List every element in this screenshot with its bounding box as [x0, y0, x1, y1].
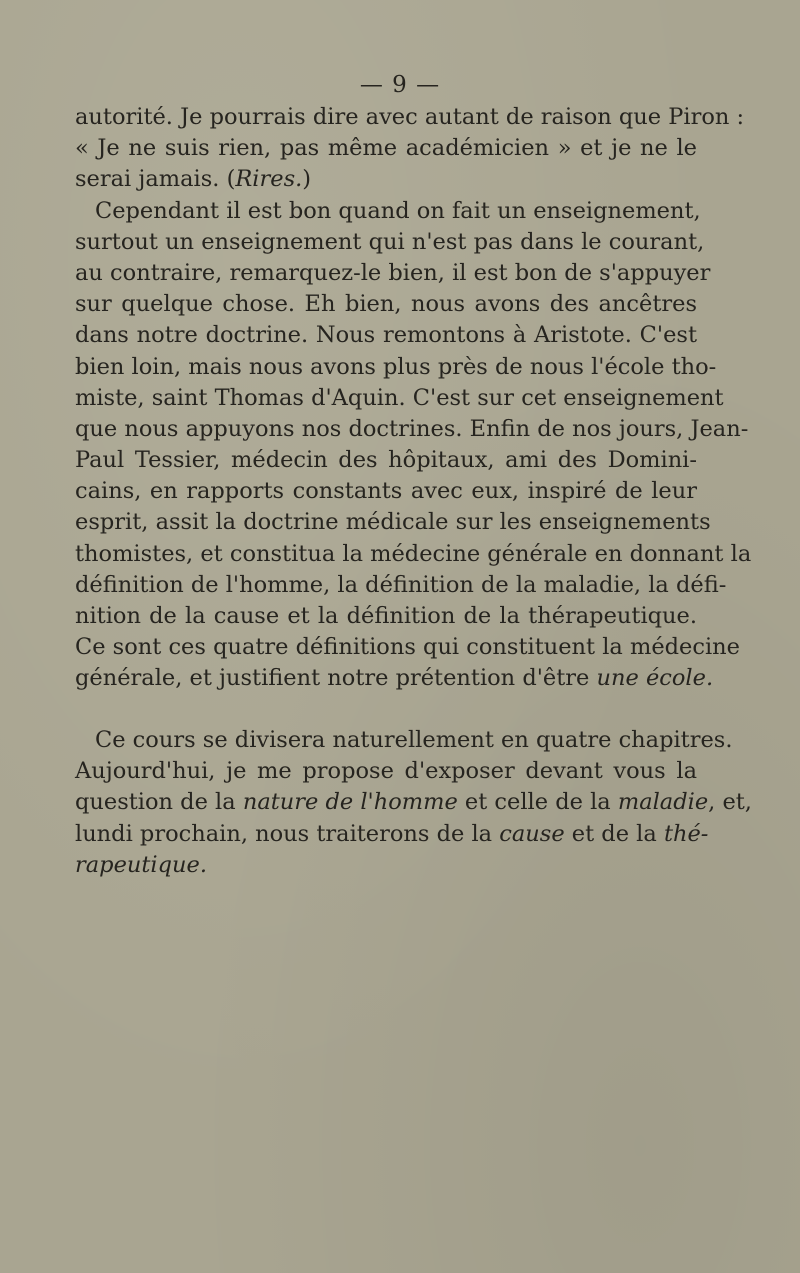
text-line [75, 819, 709, 850]
paragraph-2 [75, 725, 752, 881]
text-line [75, 663, 714, 694]
emphasis-therapeutique-end: rapeutique. [75, 851, 207, 878]
text-line [75, 850, 697, 881]
laughter-note: Rires. [235, 166, 303, 193]
text-line: thomistes, et constitua la médecine générale en donnant la [75, 540, 752, 567]
text-line: « Je ne suis rien, pas même académicien » et je ne le [75, 135, 697, 162]
text-fragment: et de la [571, 820, 657, 847]
paragraph-1 [75, 102, 752, 695]
text-line: miste, saint Thomas d'Aquin. C'est sur cet enseignement [75, 384, 724, 411]
text-line: surtout un enseignement qui n'est pas dans le courant, [75, 228, 705, 255]
text-line: nition de la cause et la définition de la thérapeutique. [75, 603, 697, 629]
page-number: — 9 — [359, 72, 441, 98]
text-line: autorité. Je pourrais dire avec autant de raison que Piron : [75, 104, 745, 130]
emphasis-maladie: maladie [617, 789, 709, 816]
text-line [75, 787, 752, 818]
text-fragment: serai jamais. [75, 166, 220, 193]
emphasis-une-ecole: une école. [596, 665, 714, 692]
text-line: cains, en rapports constants avec eux, inspiré de leur [75, 478, 697, 505]
text-line: sur quelque chose. Eh bien, nous avons des ancêtres [75, 291, 697, 318]
text-line: Ce sont ces quatre définitions qui constituent la médecine [75, 634, 740, 661]
text-fragment: , et, [708, 789, 752, 816]
text-line [75, 164, 697, 195]
emphasis-therapeutique: thé- [663, 820, 709, 847]
text-line: définition de l'homme, la définition de la maladie, la défi- [75, 571, 727, 598]
paren-open: ( [226, 166, 236, 193]
text-fragment: et celle de la [464, 789, 611, 816]
text-line: au contraire, remarquez-le bien, il est bon de s'appuyer [75, 259, 711, 286]
text-line: esprit, assit la doctrine médicale sur les enseignements [75, 509, 711, 536]
text-line: que nous appuyons nos doctrines. Enfin de nos jours, Jean- [75, 415, 749, 442]
text-line: bien loin, mais nous avons plus près de nous l'école tho- [75, 353, 717, 380]
text-fragment: question de la [75, 789, 236, 816]
text-line: Aujourd'hui, je me propose d'exposer devant vous la [75, 758, 697, 785]
text-line: Cependant il est bon quand on fait un enseignement, [95, 197, 701, 224]
text-line: Ce cours se divisera naturellement en quatre chapitres. [95, 727, 733, 753]
text-fragment: générale, et justifient notre prétention d'être [75, 665, 590, 692]
text-line: dans notre doctrine. Nous remontons à Aristote. C'est [75, 322, 697, 349]
paren-close: ) [302, 166, 312, 193]
emphasis-cause: cause [499, 820, 565, 847]
text-line: Paul Tessier, médecin des hôpitaux, ami des Domini- [75, 447, 697, 474]
emphasis-nature-homme: nature de l'homme [242, 789, 458, 816]
text-fragment: lundi prochain, nous traiterons de la [75, 820, 493, 847]
